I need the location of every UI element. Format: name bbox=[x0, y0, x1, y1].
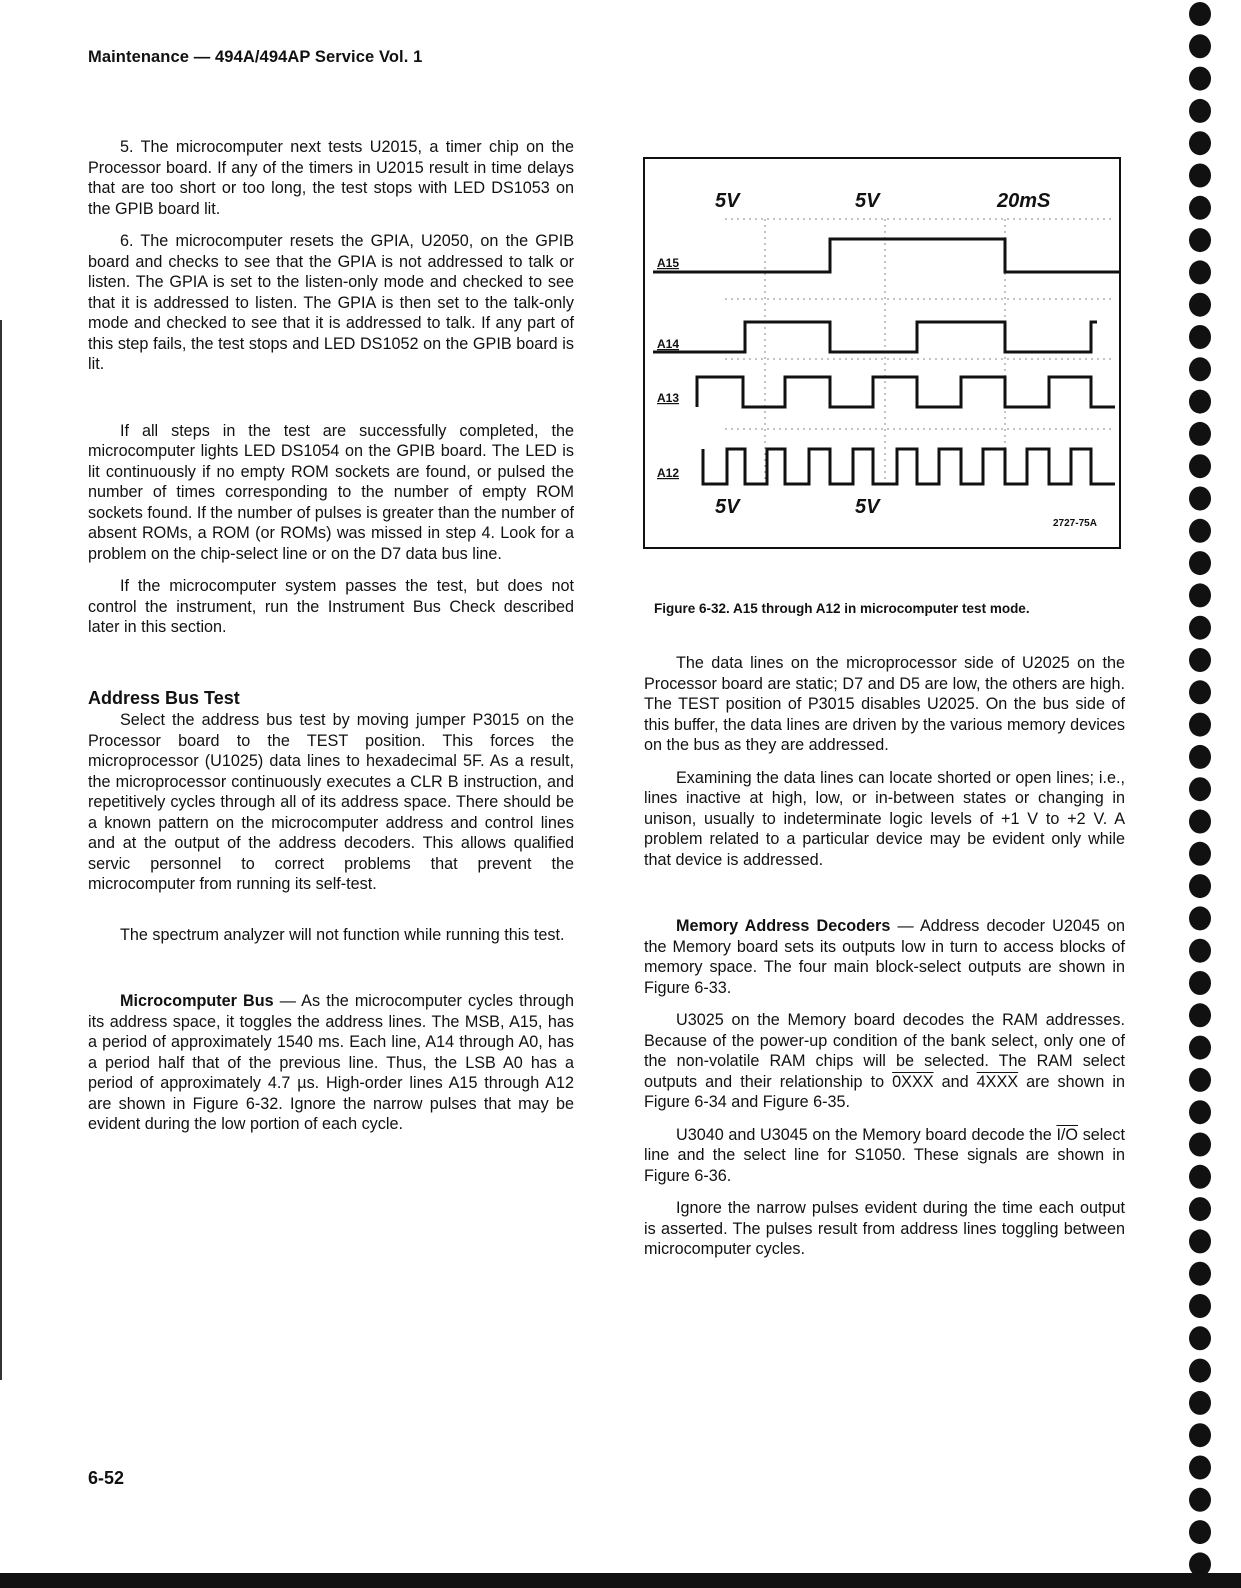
trace-a14 bbox=[653, 322, 1097, 352]
memory-decoders-runin: Memory Address Decoders bbox=[676, 917, 891, 935]
label-a13: A13 bbox=[657, 391, 680, 405]
binding-hole bbox=[1189, 745, 1211, 769]
binding-hole bbox=[1189, 939, 1211, 963]
binding-hole bbox=[1189, 390, 1211, 414]
binding-hole bbox=[1189, 680, 1211, 704]
binding-hole bbox=[1189, 1036, 1211, 1060]
overline-0xxx: 0XXX bbox=[892, 1072, 934, 1091]
left-column bbox=[88, 137, 574, 1147]
binding-hole bbox=[1189, 1068, 1211, 1092]
binding-hole bbox=[1189, 1100, 1211, 1124]
binding-hole bbox=[1189, 1294, 1211, 1318]
waveform-diagram bbox=[645, 159, 1123, 551]
binding-hole bbox=[1189, 99, 1211, 123]
binding-hole bbox=[1189, 1520, 1211, 1544]
binding-hole bbox=[1189, 422, 1211, 446]
binding-hole bbox=[1189, 34, 1211, 58]
overline-4xxx: 4XXX bbox=[976, 1072, 1019, 1091]
memory-decoders-text: — Address decoder U2045 on the Memory board sets its outputs low in turn to access blocks of memory space. The four main block-select outputs are shown in Figure 6-33. bbox=[644, 917, 1126, 997]
binding-hole bbox=[1189, 1197, 1211, 1221]
binding-hole bbox=[1189, 131, 1211, 155]
u3025-text-a: U3025 on the Memory board decodes the RAM addresses. Because of the power-up condition of the bank select, only one of the non-volatile RAM chips will be selected. The RAM select outputs and their relationship to bbox=[644, 1011, 1125, 1091]
examining-paragraph: Examining the data lines can locate shorted or open lines; i.e., lines inactive at high, low, or in-between states or changing in unison, usually to indeterminate logic levels of +1 V to +2 V. A problem related to a particular device may be evident only while that device is addressed. bbox=[644, 768, 1125, 869]
running-header: Maintenance — 494A/494AP Service Vol. 1 bbox=[88, 48, 423, 66]
binding-hole bbox=[1189, 487, 1211, 511]
binding-hole bbox=[1189, 616, 1211, 640]
binding-hole bbox=[1189, 1133, 1211, 1157]
top-label-time: 20mS bbox=[997, 190, 1051, 212]
scan-edge-line bbox=[0, 320, 2, 1380]
binding-hole bbox=[1189, 648, 1211, 672]
u3040-text-a: U3040 and U3045 on the Memory board decode the bbox=[676, 1125, 1057, 1144]
binding-hole bbox=[1189, 713, 1211, 737]
binding-hole bbox=[1189, 874, 1211, 898]
binding-hole bbox=[1189, 906, 1211, 930]
trace-a15 bbox=[653, 239, 1119, 272]
page-number: 6-52 bbox=[88, 1468, 125, 1488]
oscilloscope-figure bbox=[643, 157, 1121, 549]
binding-hole bbox=[1189, 67, 1211, 91]
bottom-label-ch2: 5V bbox=[855, 496, 880, 518]
top-label-ch1: 5V bbox=[715, 190, 740, 212]
binding-hole bbox=[1189, 551, 1211, 575]
binding-hole bbox=[1189, 325, 1211, 349]
binding-hole bbox=[1189, 1326, 1211, 1350]
binding-hole bbox=[1189, 971, 1211, 995]
select-test-paragraph: Select the address bus test by moving jumper P3015 on the Processor board to the TEST position. This forces the microprocessor (U1025) data lines to hexadecimal 5F. As a result, the microprocessor continuously executes a CLR B instruction, and repetitively cycles through all of its address space. There should be a known pattern on the microcomputer address and control lines and at the output of the address decoders. This allows qualified servic personnel to correct problems that prevent the microcomputer from running its self-test. bbox=[88, 711, 574, 893]
top-label-ch2: 5V bbox=[855, 190, 880, 212]
u3025-text-b: and bbox=[933, 1072, 977, 1091]
binding-hole bbox=[1189, 1391, 1211, 1415]
binding-holes bbox=[1180, 0, 1220, 1588]
ignore-pulses-paragraph: Ignore the narrow pulses evident during the time each output is asserted. The pulses result from address lines toggling between microcomputer cycles. bbox=[644, 1199, 1125, 1258]
completion-paragraph: If all steps in the test are successfully completed, the microcomputer lights LED DS1054 on the GPIB board. The LED is lit continuously if no empty ROM sockets are found, or pulsed the number of times corresponding to the number of empty ROM sockets found. If the number of pulses is greater than the number of absent ROMs, a ROM (or ROMs) was missed in step 4. Look for a problem on the chip-select line or on the D7 data bus line. bbox=[88, 421, 574, 563]
u3025-paragraph bbox=[644, 1010, 1125, 1113]
data-lines-paragraph: The data lines on the microprocessor side of U2025 on the Processor board are static; D7 and D5 are low, the others are high. The TEST position of P3015 disables U2025. On the bus side of this buffer, the data lines are driven by the various memory devices on the bus as they are addressed. bbox=[644, 654, 1125, 754]
binding-hole bbox=[1189, 2, 1211, 26]
binding-hole bbox=[1189, 228, 1211, 252]
binding-hole bbox=[1189, 454, 1211, 478]
binding-hole bbox=[1189, 583, 1211, 607]
address-bus-test-heading: Address Bus Test bbox=[88, 687, 240, 708]
overline-io: I/O bbox=[1056, 1125, 1079, 1144]
binding-hole bbox=[1189, 1488, 1211, 1512]
passes-paragraph: If the microcomputer system passes the test, but does not control the instrument, run the Instrument Bus Check described later in this section. bbox=[88, 577, 574, 636]
binding-hole bbox=[1189, 1262, 1211, 1286]
binding-hole bbox=[1189, 357, 1211, 381]
step-5-paragraph: 5. The microcomputer next tests U2015, a timer chip on the Processor board. If any of the timers in U2015 result in time delays that are too short or too long, the test stops with LED DS1053 on the GPIB board lit. bbox=[88, 138, 574, 218]
binding-hole bbox=[1189, 1165, 1211, 1189]
binding-hole bbox=[1189, 293, 1211, 317]
figure-caption: Figure 6-32. A15 through A12 in microcomputer test mode. bbox=[654, 601, 1030, 616]
binding-hole bbox=[1189, 1423, 1211, 1447]
scan-bottom-edge bbox=[0, 1573, 1241, 1588]
analyzer-note-paragraph: The spectrum analyzer will not function while running this test. bbox=[120, 925, 565, 944]
binding-hole bbox=[1189, 1359, 1211, 1383]
u3040-paragraph bbox=[644, 1125, 1125, 1187]
binding-hole bbox=[1189, 260, 1211, 284]
binding-hole bbox=[1189, 1229, 1211, 1253]
memory-decoders-paragraph bbox=[644, 916, 1125, 998]
binding-hole bbox=[1189, 777, 1211, 801]
binding-hole bbox=[1189, 842, 1211, 866]
binding-hole bbox=[1189, 164, 1211, 188]
binding-hole bbox=[1189, 196, 1211, 220]
label-a15: A15 bbox=[657, 256, 680, 270]
binding-hole bbox=[1189, 1003, 1211, 1027]
label-a12: A12 bbox=[657, 466, 680, 480]
figure-number: 2727-75A bbox=[1053, 518, 1097, 529]
label-a14: A14 bbox=[657, 337, 680, 351]
binding-hole bbox=[1189, 810, 1211, 834]
microcomputer-bus-paragraph bbox=[88, 991, 574, 1135]
u3040-text-b: select line and the select line for S1050. These signals are shown in Figure 6-36. bbox=[644, 1125, 1125, 1185]
step-6-paragraph: 6. The microcomputer resets the GPIA, U2050, on the GPIB board and checks to see that the GPIA is not addressed to talk or listen. The GPIA is set to the listen-only mode and checked to see that it is addressed to listen. The GPIA is then set to the talk-only mode and checked to see that it is addressed to talk. If any part of this step fails, the test stops and LED DS1052 on the GPIB board is lit. bbox=[88, 232, 574, 373]
binding-hole bbox=[1189, 1456, 1211, 1480]
microcomputer-bus-runin: Microcomputer Bus bbox=[120, 992, 274, 1010]
right-column bbox=[644, 653, 1125, 1272]
binding-hole bbox=[1189, 519, 1211, 543]
trace-a13 bbox=[697, 377, 1115, 407]
u3025-text-c: are shown in Figure 6-34 and Figure 6-35. bbox=[644, 1072, 1125, 1111]
bottom-label-ch1: 5V bbox=[715, 496, 740, 518]
microcomputer-bus-text: — As the microcomputer cycles through its address space, it toggles the address lines. The MSB, A15, has a period of approximately 1540 ms. Each line, A14 through A0, has a period half that of the previous line. Thus, the LSB A0 has a period of approximately 4.7 µs. High-order lines A15 through A12 are shown in Figure 6-32. Ignore the narrow pulses that may be evident during the low portion of each cycle. bbox=[88, 992, 574, 1133]
